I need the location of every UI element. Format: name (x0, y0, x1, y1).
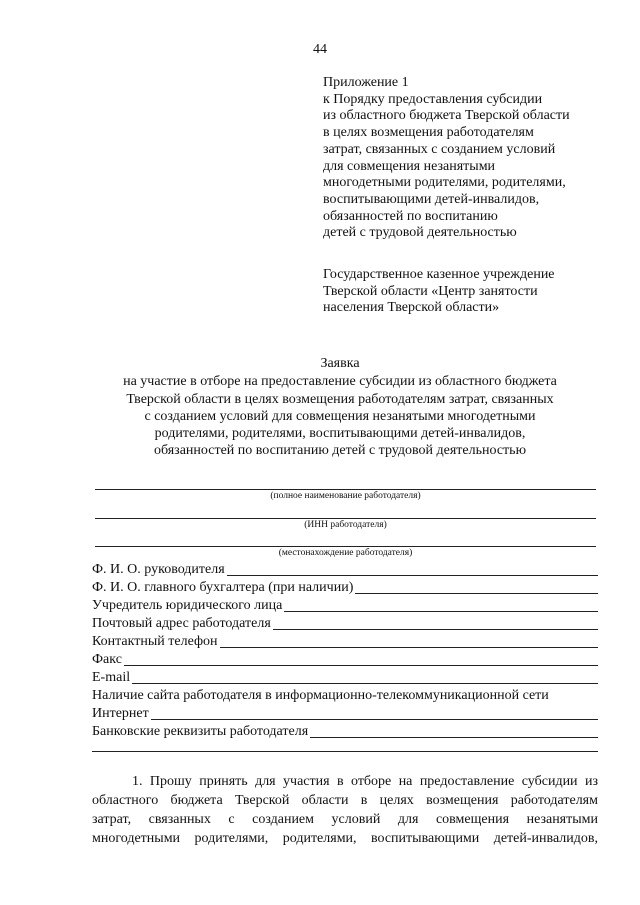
paragraph-line: затрат, связанных с созданием условий для совмещения незанятыми (92, 812, 598, 827)
bank-field[interactable] (310, 723, 598, 738)
recipient-line: населения Тверской области» (323, 300, 500, 316)
recipient-block (323, 267, 623, 317)
paragraph-line: 1. Прошу принять для участия в отборе на предоставление субсидии из (132, 774, 598, 789)
appendix-line: детей с трудовой деятельностью (323, 225, 517, 241)
bank-label: Банковские реквизиты работодателя (92, 724, 309, 739)
application-subtitle-line: обязанностей по воспитанию детей с трудовой деятельностью (153, 443, 527, 459)
application-title-block (60, 355, 620, 460)
appendix-line: затрат, связанных с созданием условий (323, 141, 556, 157)
application-subtitle-line: с созданием условий для совмещения незанятыми многодетными (144, 408, 536, 424)
founder-row (92, 597, 598, 615)
paragraph-1 (92, 772, 598, 848)
appendix-line: для совмещения незанятыми (323, 158, 496, 174)
application-subtitle-line: на участие в отборе на предоставление субсидии из областного бюджета (123, 374, 557, 390)
application-title: Заявка (320, 356, 360, 371)
website-field[interactable] (151, 705, 598, 720)
phone-field[interactable] (220, 633, 598, 648)
appendix-line: обязанностей по воспитанию (323, 208, 498, 224)
appendix-line: многодетными родителями, родителями, (323, 175, 566, 191)
inn-caption: (ИНН работодателя) (304, 520, 387, 530)
paragraph-line: многодетными родителями, родителями, воспитывающими детей-инвалидов, (92, 831, 598, 846)
location-field[interactable] (95, 546, 596, 547)
postal-address-field[interactable] (273, 615, 598, 630)
chief-accountant-label: Ф. И. О. главного бухгалтера (при наличии) (92, 580, 354, 595)
location-caption: (местонахождение работодателя) (278, 548, 413, 558)
website-label-2: Интернет (92, 706, 149, 721)
fax-row (92, 651, 598, 669)
phone-label: Контактный телефон (92, 634, 218, 649)
employer-name-field[interactable] (95, 489, 596, 490)
postal-address-row (92, 615, 598, 633)
website-label: Наличие сайта работодателя в информационно-телекоммуникационной сети (92, 688, 549, 703)
application-subtitle-line: родителями, родителями, воспитывающими детей-инвалидов, (154, 426, 526, 442)
appendix-line: Приложение 1 (323, 75, 409, 90)
employer-name-caption: (полное наименование работодателя) (270, 491, 421, 501)
inn-field[interactable] (95, 518, 596, 519)
founder-field[interactable] (284, 597, 598, 612)
recipient-line: Тверской области «Центр занятости (323, 283, 538, 299)
appendix-line: из областного бюджета Тверской области (323, 108, 570, 124)
recipient-line: Государственное казенное учреждение (323, 267, 555, 282)
page-number: 44 (313, 42, 327, 57)
application-subtitle-line: Тверской области в целях возмещения работодателям затрат, связанных (126, 391, 554, 407)
email-row (92, 669, 598, 687)
paragraph-line: областного бюджета Тверской области в целях возмещения работодателям (92, 793, 598, 808)
appendix-line: воспитывающими детей-инвалидов, (323, 191, 540, 207)
chief-accountant-field[interactable] (355, 579, 598, 594)
appendix-line: в целях возмещения работодателям (323, 125, 534, 141)
website-row-2 (92, 705, 598, 723)
head-name-field[interactable] (227, 561, 598, 576)
email-label: E-mail (92, 670, 131, 685)
appendix-header (323, 75, 623, 242)
founder-label: Учредитель юридического лица (92, 598, 283, 613)
website-row-1 (92, 687, 598, 705)
email-field[interactable] (132, 669, 598, 684)
postal-address-label: Почтовый адрес работодателя (92, 616, 271, 631)
phone-row (92, 633, 598, 651)
fax-label: Факс (92, 652, 122, 667)
head-name-row (92, 561, 598, 579)
appendix-line: к Порядку предоставления субсидии (323, 91, 543, 107)
chief-accountant-row (92, 579, 598, 597)
head-name-label: Ф. И. О. руководителя (92, 562, 225, 577)
bank-row (92, 723, 598, 741)
fax-field[interactable] (124, 651, 598, 666)
bank-field-extra-line[interactable] (92, 751, 598, 752)
